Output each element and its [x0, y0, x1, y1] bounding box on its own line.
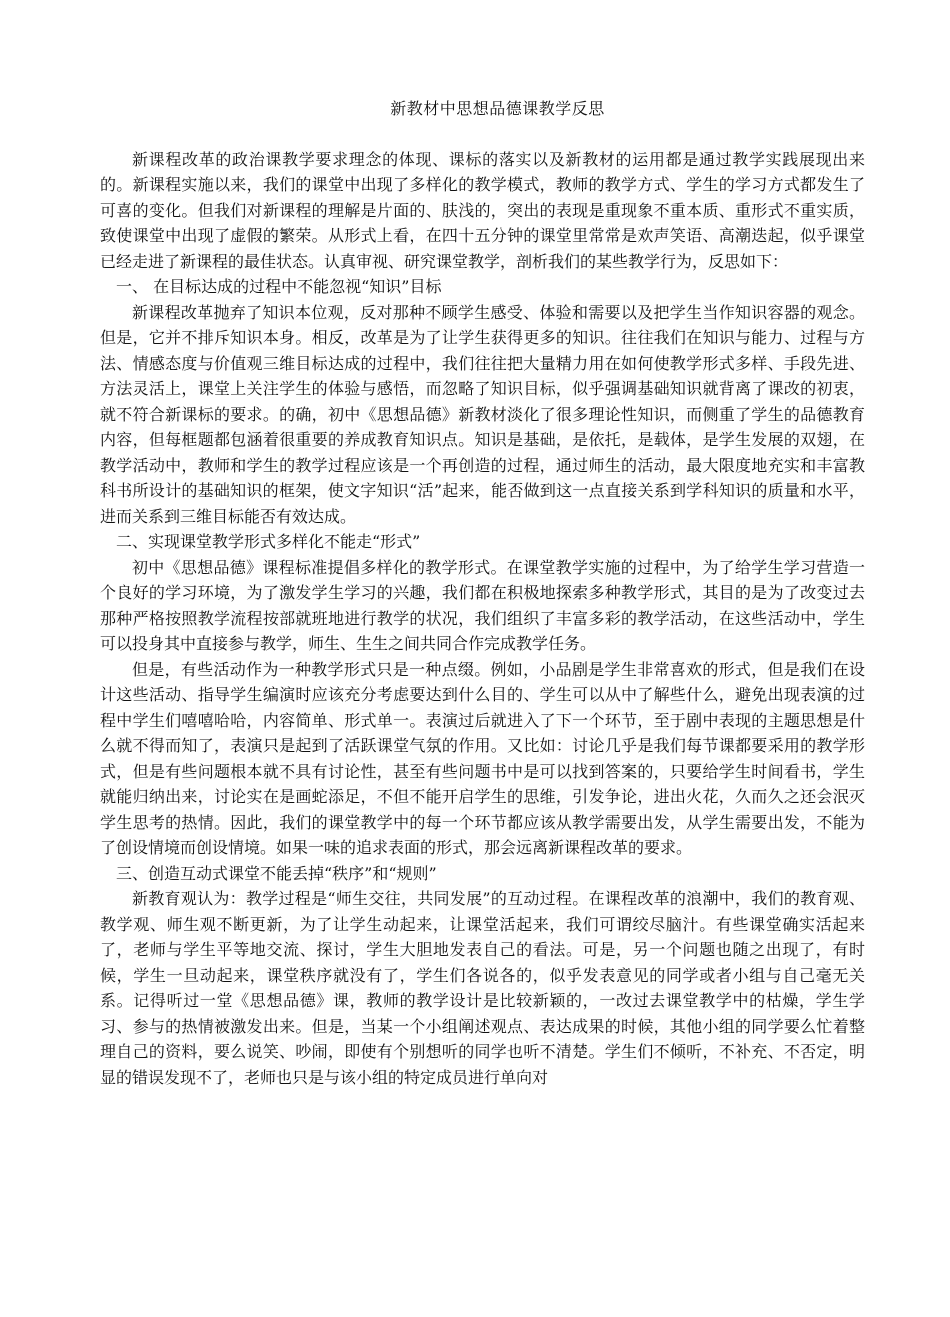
section-1-heading: 一、 在目标达成的过程中不能忽视“知识”目标	[116, 277, 442, 296]
section-3-paragraph: 新教育观认为：教学过程是“师生交往，共同发展”的互动过程。在课程改革的浪潮中，我们的教育观、教学观、师生观不断更新，为了让学生动起来，让课堂活起来，我们可谓绞尽脑汁。有些课堂确实活起来了，老师与学生平等地交流、探讨，学生大胆地发表自己的看法。可是，另一个问题也随之出现了，有时候，学生一旦动起来，课堂秩序就没有了，学生们各说各的，似乎发表意见的同学或者小组与自己毫无关系。记得听过一堂《思想品德》课，教师的教学设计是比较新颖的，一改过去课堂教学中的枯燥，学生学习、参与的热情被激发出来。但是，当某一个小组阐述观点、表达成果的时候，其他小组的同学要么忙着整理自己的资料，要么说笑、吵闹，即使有个别想听的同学也听不清楚。学生们不倾听，不补充、不否定，明显的错误发现不了，老师也只是与该小组的特定成员进行单向对	[100, 889, 865, 1087]
section-2-paragraph-1: 初中《思想品德》课程标准提倡多样化的教学形式。在课堂教学实施的过程中，为了给学生学习营造一个良好的学习环境，为了激发学生学习的兴趣，我们都在积极地探索多种教学形式，其目的是为了改变过去那种严格按照教学流程按部就班地进行教学的状况，我们组织了丰富多彩的教学活动，在这些活动中，学生可以投身其中直接参与教学，师生、生生之间共同合作完成教学任务。	[100, 557, 865, 653]
section-3-heading: 三、创造互动式课堂不能丢掉“秩序”和“规则”	[116, 863, 437, 883]
document-page	[100, 96, 865, 1090]
section-2-heading: 二、实现课堂教学形式多样化不能走“形式”	[116, 532, 421, 551]
intro-paragraph: 新课程改革的政治课教学要求理念的体现、课标的落实以及新教材的运用都是通过教学实践展现出来的。新课程实施以来，我们的课堂中出现了多样化的教学模式，教师的教学方式、学生的学习方式都发生了可喜的变化。但我们对新课程的理解是片面的、肤浅的，突出的表现是重现象不重本质、重形式不重实质，致使课堂中出现了虚假的繁荣。从形式上看，在四十五分钟的课堂里常常是欢声笑语、高潮迭起，似乎课堂已经走进了新课程的最佳状态。认真审视、研究课堂教学，剖析我们的某些教学行为，反思如下：	[100, 149, 865, 271]
document-title: 新教材中思想品德课教学反思	[390, 99, 605, 118]
section-1-paragraph: 新课程改革抛弃了知识本位观，反对那种不顾学生感受、体验和需要以及把学生当作知识容器的观念。但是，它并不排斥知识本身。相反，改革是为了让学生获得更多的知识。往往我们在知识与能力、过程与方法、情感态度与价值观三维目标达成的过程中，我们往往把大量精力用在如何使教学形式多样、手段先进、方法灵活上，课堂上关注学生的体验与感悟，而忽略了知识目标，似乎强调基础知识就背离了课改的初衷，就不符合新课标的要求。的确，初中《思想品德》新教材淡化了很多理论性知识，而侧重了学生的品德教育内容，但每框题都包涵着很重要的养成教育知识点。知识是基础，是依托，是载体，是学生发展的双翅，在教学活动中，教师和学生的教学过程应该是一个再创造的过程，通过师生的活动，最大限度地充实和丰富教科书所设计的基础知识的框架，使文字知识“活”起来，能否做到这一点直接关系到学科知识的质量和水平，进而关系到三维目标能否有效达成。	[100, 302, 865, 526]
section-2-paragraph-2: 但是，有些活动作为一种教学形式只是一种点缀。例如，小品剧是学生非常喜欢的形式，但是我们在设计这些活动、指导学生编演时应该充分考虑要达到什么目的、学生可以从中了解些什么，避免出现表演的过程中学生们嘻嘻哈哈，内容简单、形式单一。表演过后就进入了下一个环节，至于剧中表现的主题思想是什么就不得而知了，表演只是起到了活跃课堂气氛的作用。又比如：讨论几乎是我们每节课都要采用的教学形式，但是有些问题根本就不具有讨论性，甚至有些问题书中是可以找到答案的，只要给学生时间看书，学生就能归纳出来，讨论实在是画蛇添足，不但不能开启学生的思维，引发争论，进出火花，久而久之还会泯灭学生思考的热情。因此，我们的课堂教学中的每一个环节都应该从教学需要出发，从学生需要出发，不能为了创设情境而创设情境。如果一味的追求表面的形式，那会远离新课程改革的要求。	[100, 659, 865, 857]
